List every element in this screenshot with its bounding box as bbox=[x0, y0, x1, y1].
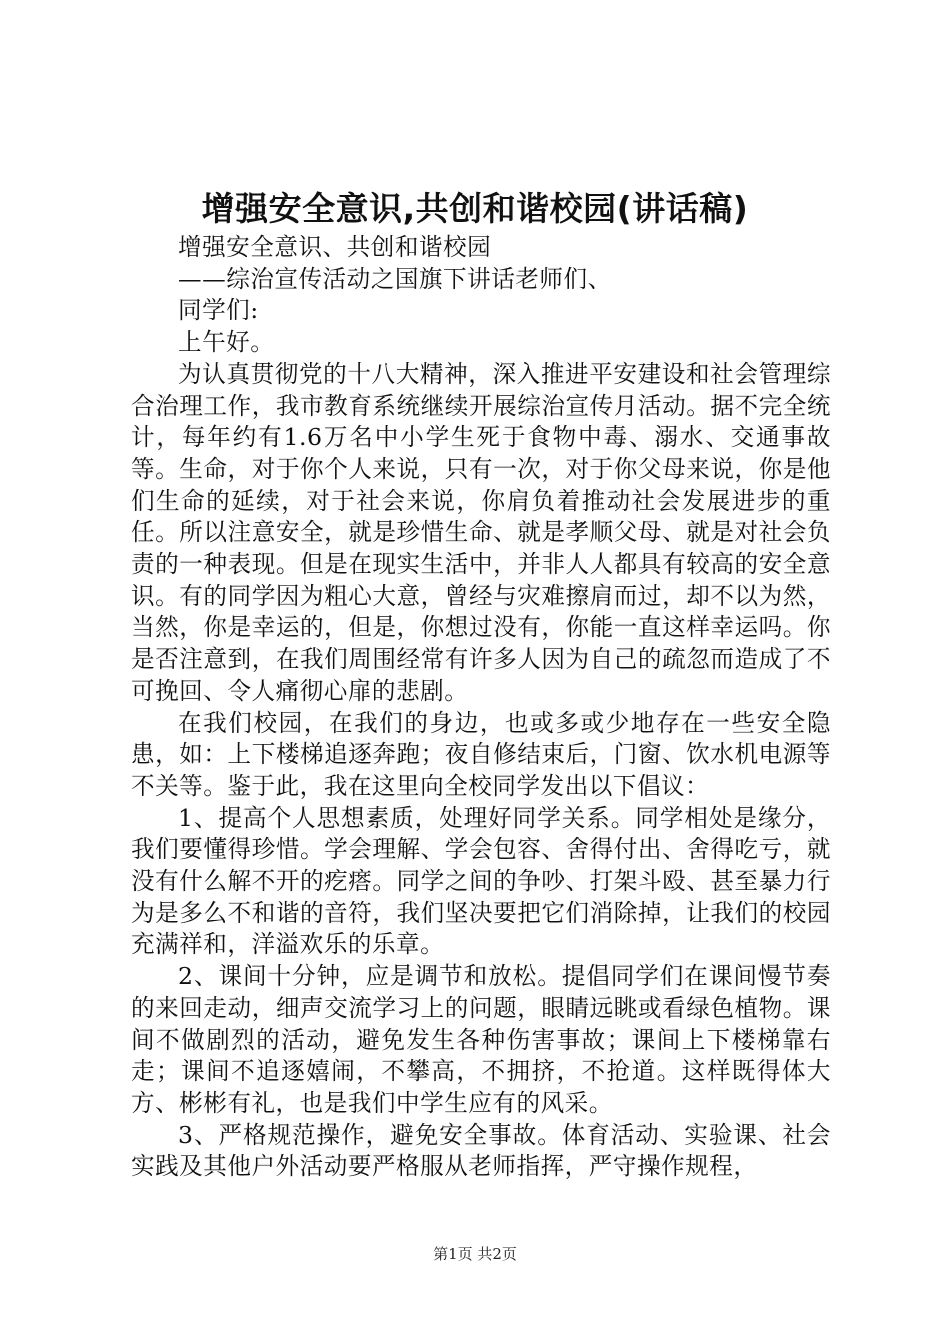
document-title: 增强安全意识,共创和谐校园(讲话稿) bbox=[201, 189, 749, 228]
document-body bbox=[131, 232, 831, 1183]
paragraph: 1、提高个人思想素质，处理好同学关系。同学相处是缘分，我们要懂得珍惜。学会理解、学会包容、舍得付出、舍得吃亏，就没有什么解不开的疙瘩。同学之间的争吵、打架斗殴、甚至暴力行为是多么不和谐的音符，我们坚决要把它们消除掉，让我们的校园充满祥和，洋溢欢乐的乐章。 bbox=[131, 803, 831, 959]
paragraph: 2、课间十分钟，应是调节和放松。提倡同学们在课间慢节奏的来回走动，细声交流学习上的问题，眼睛远眺或看绿色植物。课间不做剧烈的活动，避免发生各种伤害事故；课间上下楼梯靠右走；课间不追逐嬉闹，不攀高，不拥挤，不抢道。这样既得体大方、彬彬有礼，也是我们中学生应有的风采。 bbox=[131, 962, 831, 1117]
paragraph: 在我们校园，在我们的身边，也或多或少地存在一些安全隐患，如：上下楼梯追逐奔跑；夜自修结束后，门窗、饮水机电源等不关等。鉴于此，我在这里向全校同学发出以下倡议： bbox=[131, 708, 831, 800]
greeting-line: 上午好。 bbox=[178, 328, 275, 357]
page-number-footer: 第1页 共2页 bbox=[433, 1245, 517, 1263]
subheading-line: ——综治宣传活动之国旗下讲话老师们、 bbox=[178, 264, 612, 293]
subtitle-line: 增强安全意识、共创和谐校园 bbox=[178, 233, 492, 261]
paragraph: 3、严格规范操作，避免安全事故。体育活动、实验课、社会实践及其他户外活动要严格服从老师指挥，严守操作规程， bbox=[131, 1120, 831, 1181]
paragraph: 为认真贯彻党的十八大精神，深入推进平安建设和社会管理综合治理工作，我市教育系统继续开展综治宣传月活动。据不完全统计，每年约有1.6万名中小学生死于食物中毒、溺水、交通事故等。生命，对于你个人来说，只有一次，对于你父母来说，你是他们生命的延续，对于社会来说，你肩负着推动社会发展进步的重任。所以注意安全，就是珍惜生命、就是孝顺父母、就是对社会负责的一种表现。但是在现实生活中，并非人人都具有较高的安全意识。有的同学因为粗心大意，曾经与灾难擦肩而过，却不以为然，当然，你是幸运的，但是，你想过没有，你能一直这样幸运吗。你是否注意到，在我们周围经常有许多人因为自己的疏忽而造成了不可挽回、令人痛彻心扉的悲剧。 bbox=[131, 359, 831, 705]
salutation-line: 同学们: bbox=[178, 296, 259, 325]
